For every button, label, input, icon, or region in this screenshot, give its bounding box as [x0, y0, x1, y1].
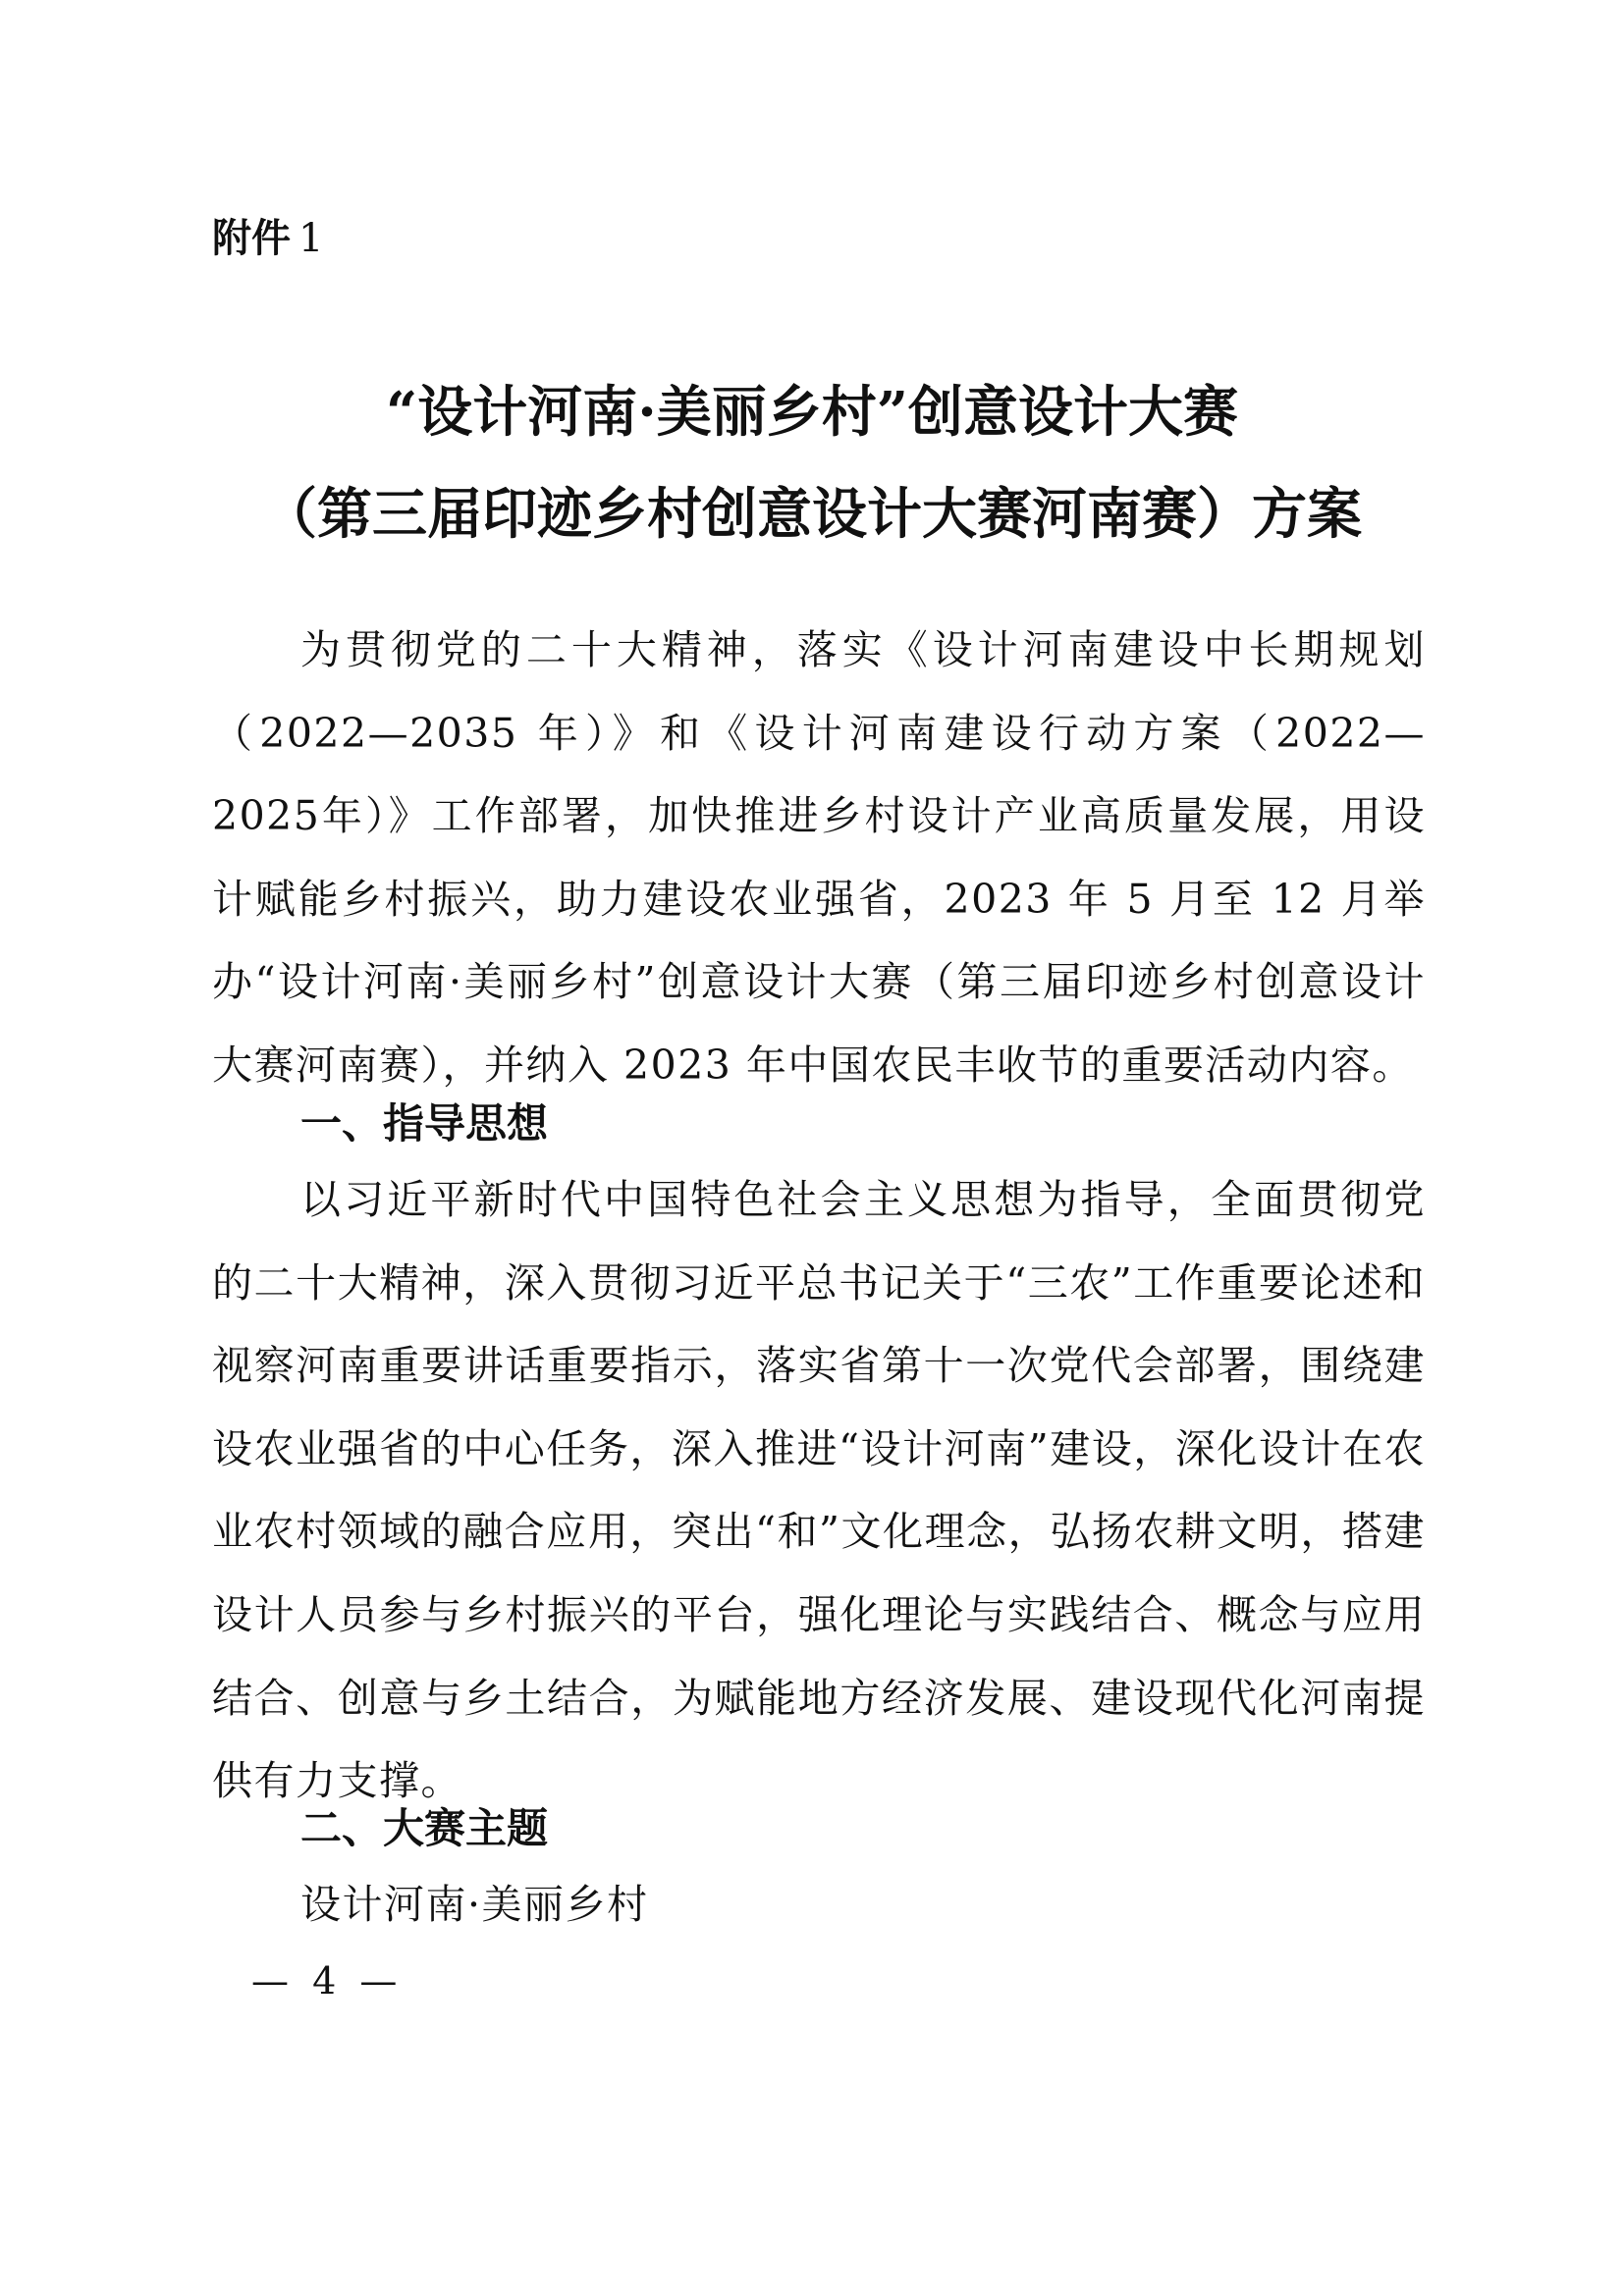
theme-paragraph: 设计河南·美丽乡村	[300, 1881, 649, 1928]
page-number: — 4 —	[251, 1959, 404, 2002]
attachment-label-text: 附件	[212, 216, 291, 261]
section-heading-guiding-thought: 一、指导思想	[300, 1099, 549, 1148]
intro-paragraph: 为贯彻党的二十大精神，落实《设计河南建设中长期规划（2022—2035 年）》和《设计河南建设行动方案（2022—2025年）》工作部署，加快推进乡村设计产业高质量发展，用设计赋能乡村振兴，助力建设农业强省，2023 年 5 月至 12 月举办“设计河南·美丽乡村”创意设计大赛（第三届印迹乡村创意设计大赛河南赛），并纳入 2023 年中国农民丰收节的重要活动内容。	[212, 626, 1426, 1089]
attachment-number: 1	[298, 216, 324, 261]
attachment-label	[212, 211, 323, 266]
document-title-line-2: （第三届印迹乡村创意设计大赛河南赛）方案	[262, 482, 1362, 547]
section-heading-theme: 二、大赛主题	[300, 1804, 549, 1852]
document-title-line-1: “设计河南·美丽乡村”创意设计大赛	[386, 380, 1238, 445]
guiding-thought-paragraph: 以习近平新时代中国特色社会主义思想为指导，全面贯彻党的二十大精神，深入贯彻习近平总书记关于“三农”工作重要论述和视察河南重要讲话重要指示，落实省第十一次党代会部署，围绕建设农业强省的中心任务，深入推进“设计河南”建设，深化设计在农业农村领域的融合应用，突出“和”文化理念，弘扬农耕文明，搭建设计人员参与乡村振兴的平台，强化理论与实践结合、概念与应用结合、创意与乡土结合，为赋能地方经济发展、建设现代化河南提供有力支撑。	[212, 1176, 1426, 1805]
